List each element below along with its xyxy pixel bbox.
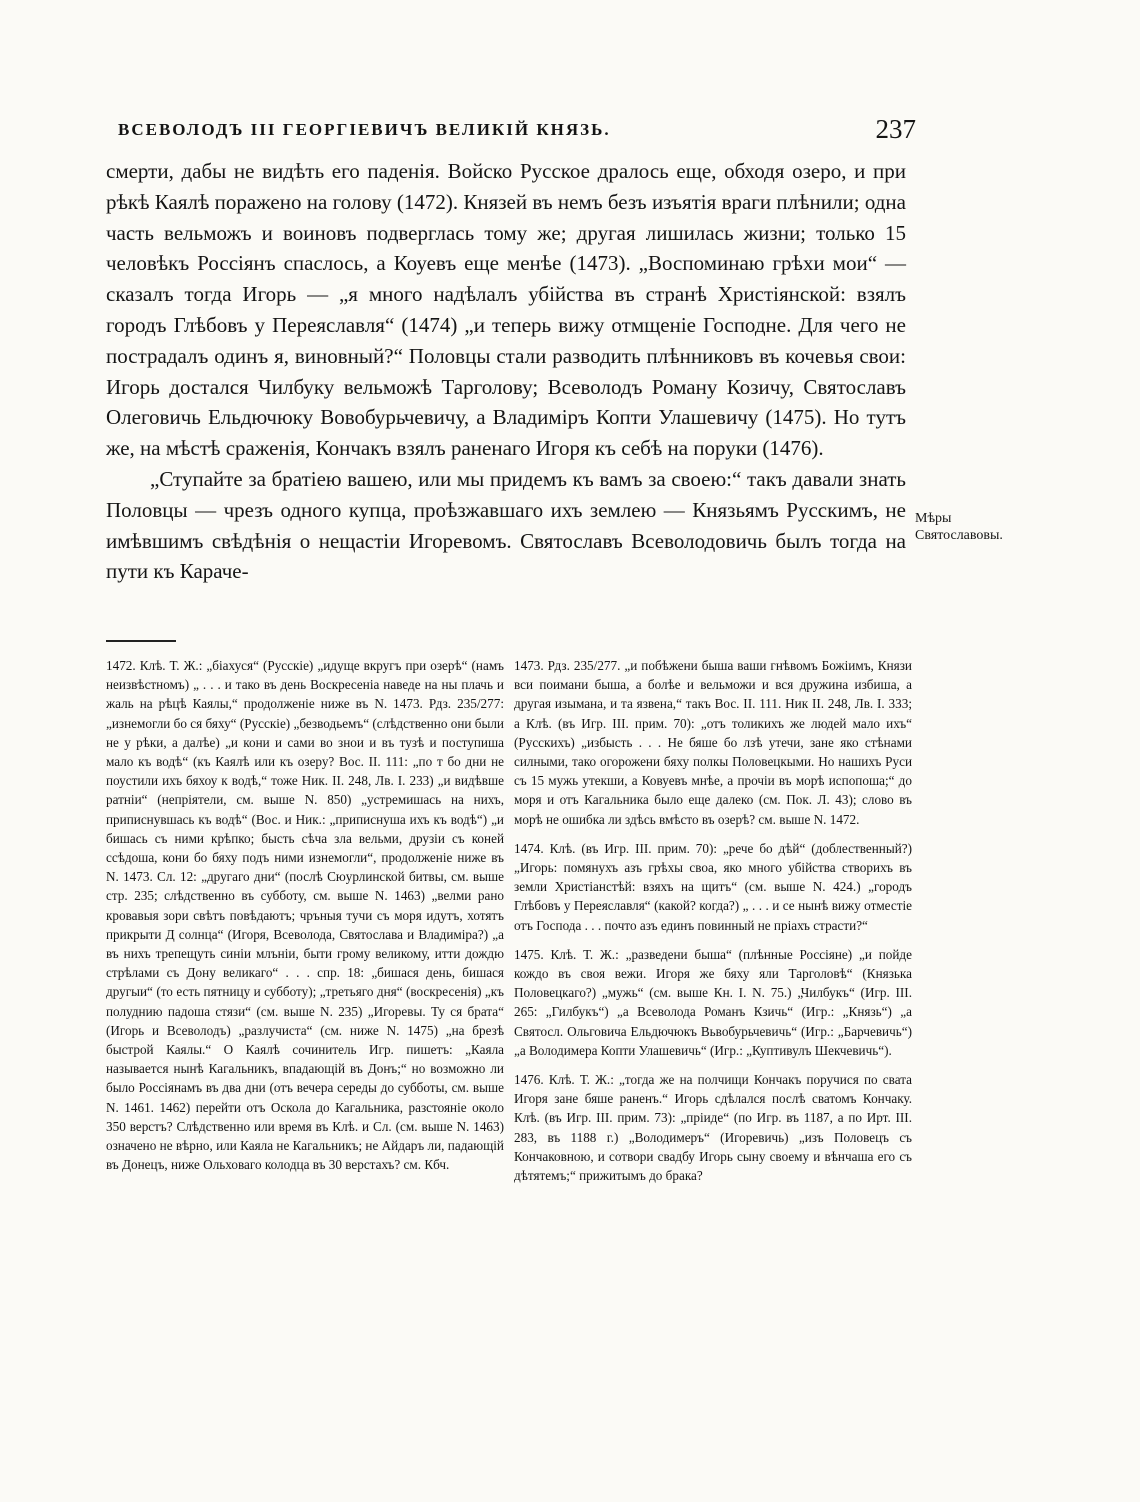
footnote-1475: 1475. Клѣ. Т. Ж.: „разведени быша“ (плѣнные Россіяне) „и пойде кождо въ своя вежи. Игоря же бяху яли Тарголовѣ“ (Князька Половецкаго?) „мужь“ (см. выше Кн. I. N. 75.) „Чилбукъ“ (Игр. III. 265: „Гилбукъ“) „а Всеволода Романъ Кзичь“ (Игр.: „Князь“) „а Святосл. Ольговича Ельдючюкъ Вьвобурьчевичь“ (Игр.: „Барчевичь“) „а Володимера Копти Улашевичь“ (Игр.: „Куптивулъ Шекчевичь“). xyxy=(514,946,912,1058)
footnote-divider xyxy=(106,640,176,642)
footnote-1476: 1476. Клѣ. Т. Ж.: „тогда же на полчищи Кончакъ поручися по свата Игоря зане бяше раненъ.“ Игорь сдѣлался послѣ сватомъ Кончаку. Клѣ. (въ Игр. III. прим. 73): „пріиде“ (по Игр. въ 1187, а по Ирт. III. 283, въ 1188 г.) „Володимеръ“ (Игоревичь) „изъ Половецъ съ Кончаковною, и сотвори свадбу Игорь сыну своему и вѣнчаша его съ дѣтятемъ;“ прижитымъ до брака? xyxy=(514,1072,912,1184)
paragraph-1: смерти, дабы не видѣть его паденія. Войско Русское дралось еще, обходя озеро, и при рѣкѣ Каялѣ поражено на голову (1472). Князей въ немъ безъ изъятія враги плѣнили; одна часть вельможъ и воиновъ подверглась тому же; другая лишилась жизни; только 15 человѣкъ Россіянъ спаслось, а Коуевъ еще менѣе (1473). „Воспоминаю грѣхи мои“ — сказалъ тогда Игорь — „я много надѣлалъ убійства въ странѣ Христіянской: взялъ городъ Глѣбовъ у Переяславля“ (1474) „и теперь вижу отмщеніе Господне. Для чего не пострадалъ одинъ я, виновный?“ Половцы стали разводить плѣнниковъ въ кочевья свои: Игорь достался Чилбуку вельможѣ Тарголову; Всеволодъ Роману Козичу, Святославъ Олеговичь Ельдючюку Вовобурьчевичу, а Владиміръ Копти Улашевичу (1475). Но тутъ же, на мѣстѣ сраженія, Кончакъ взялъ раненаго Игоря къ себѣ на поруки (1476). xyxy=(106,159,906,461)
footnote-1473: 1473. Рдз. 235/277. „и побѣжени быша ваши гнѣвомъ Божіимъ, Князи вси поимани быша, а болѣе и вельможи и вся дружина избиша, а другая изымана, и та язвена,“ такъ Вос. II. 111. Ник II. 248, Лв. I. 333; а Клѣ. (въ Игр. III. прим. 70): „отъ толикихъ же людей мало ихъ“ (Русскихъ) „избысть . . . Не бяше бо лзѣ утечи, зане яко стѣнами силными, тако огорожени бяху полкы Половецкыми. Но нашихъ Руси съ 15 мужь утекши, а Ковуевъ мнѣе, а прочіи въ морѣ испопоша;“ до моря и отъ Кагальника было еще далеко (см. Пок. Л. 43); слово въ морѣ не ошибка ли здѣсь вмѣсто въ озерѣ? см. выше N. 1472. xyxy=(514,658,912,827)
main-text xyxy=(106,156,906,587)
footnote-1472: 1472. Клѣ. Т. Ж.: „біахуся“ (Русскіе) „идуще вкругъ при озерѣ“ (намъ неизвѣстномъ) „ . . . и тако въ день Воскресеніа наведе на ны плачь и жаль на рѣцѣ Каялы,“ продолженіе ниже въ N. 1473. Рдз. 235/277: „изнемогли бо ся бяху“ (Русскіе) „безводьемъ“ (слѣдственно они были не у рѣки, а далѣе) „и кони и сами во знои и въ тузѣ и поступиша мало къ водѣ“ (къ Каялѣ или къ озеру? Вос. II. 111: „по т бо дни не поустили ихъ бяхоу к водѣ,“ тоже Ник. II. 248, Лв. I. 233) „и видѣвше ратніи“ (непріятели, см. выше N. 850) „устремишась на нихъ, приписнувшась къ водѣ“ (Вос. и Ник.: „приписнуша ихъ къ водѣ“) „и бишась съ ними крѣпко; бысть сѣча зла вельми, друзіи съ коней ссѣдоша, кони бо бяху подъ ними изнемогли“, продолженіе ниже въ N. 1473. Сл. 12: „другаго дни“ (послѣ Сюурлинской битвы, см. выше стр. 235; слѣдственно въ субботу, см. выше N. 1463) „велми рано кровавыя зори свѣтъ повѣдаютъ; чръныя тучи съ моря идутъ, хотятъ прикрыти Д солнца“ (Игоря, Всеволода, Святослава и Владиміра?) „а въ нихъ трепещуть синіи млъніи, быти грому великому, итти дождю стрѣлами съ Дону великаго“ . . . спр. 18: „бишася день, бишася другыи“ (то есть пятницу и субботу); „третьяго дня“ (воскресенія) „къ полуднию падоша стязи“ (см. выше N. 235) „Игоревы. Ту ся брата“ (Игорь и Всеволодъ) „разлучиста“ (см. ниже N. 1475) „на брезѣ быстрой Каялы.“ О Каялѣ сочинитель Игр. пишетъ: „Каяла называется нынѣ Кагальникъ, впадающій въ Донъ;“ но возможно ли было Россіянамъ въ два дни (отъ вечера середы до субботы, см. выше N. 1461. 1462) перейти отъ Оскола до Кагальника, разстояніе около 350 верстъ? Слѣдственно или время въ Клѣ. и Сл. (см. выше N. 1463) означено не вѣрно, или Каяла не Кагальникъ; не Айдаръ ли, падающій въ Донецъ, ниже Ольховаго колодца въ 30 верстахъ? см. Кбч. xyxy=(106,658,504,1173)
running-header xyxy=(112,114,916,154)
footnotes-right-column xyxy=(514,656,912,1195)
running-title: ВСЕВОЛОДЪ III ГЕОРГІЕВИЧЪ ВЕЛИКІЙ КНЯЗЬ. xyxy=(118,120,611,139)
margin-note: Мѣры Святославовы. xyxy=(915,511,1003,543)
paragraph-2: „Ступайте за братіею вашею, или мы придемъ къ вамъ за своею:“ такъ давали знать Половцы — чрезъ одного купца, проѣзжавшаго ихъ землею — Князьямъ Русскимъ, не имѣвшимъ свѣдѣнія о нещастіи Игоревомъ. Святославъ Всеволодовичь былъ тогда на пути къ Караче- xyxy=(106,466,906,584)
page-number: 237 xyxy=(875,114,916,144)
footnotes-left-column xyxy=(106,656,504,1184)
footnote-1474: 1474. Клѣ. (въ Игр. III. прим. 70): „рече бо дѣй“ (доблественный?) „Игорь: помянухъ азъ грѣхы своа, яко много убійства створихъ въ земли Христіанстѣй: взяхъ на щитъ“ (см. выше N. 424.) „городъ Глѣбовъ у Переяславля“ (какой? когда?) „ . . . и се нынѣ вижу отместіе отъ Господа . . . почто азъ единъ повинный не пріахъ страсти?“ xyxy=(514,840,912,933)
